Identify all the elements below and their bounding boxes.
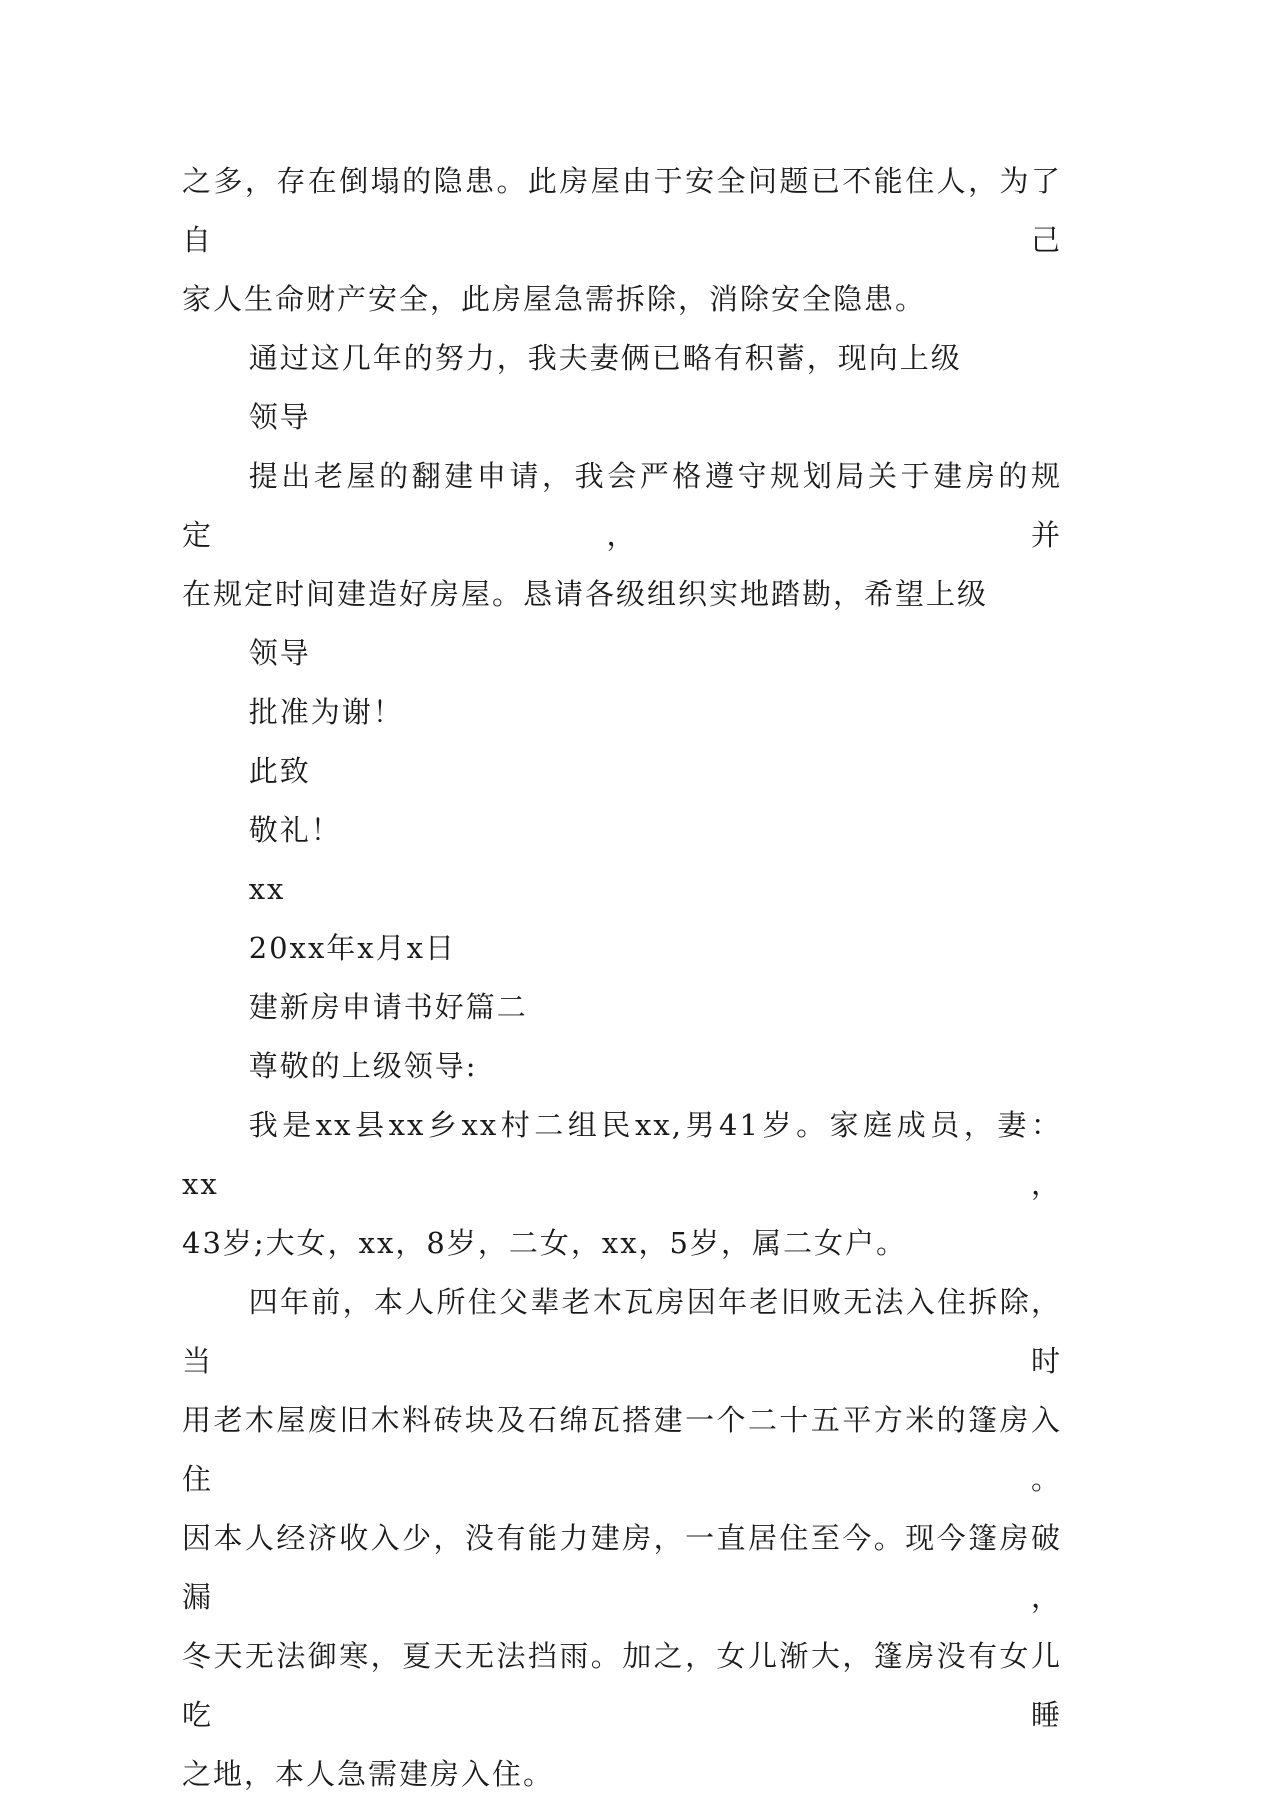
paragraph-line: 提出老屋的翻建申请，我会严格遵守规划局关于建房的规定，并: [182, 459, 1062, 552]
paragraph-line: 因本人经济收入少，没有能力建房，一直居住至今。现今篷房破漏，: [182, 1521, 1062, 1614]
document-body: [182, 152, 1062, 1804]
paragraph-line: 领导: [248, 636, 311, 670]
signature-name: xx: [248, 872, 286, 906]
letter-greeting: 尊敬的上级领导:: [248, 1049, 478, 1083]
paragraph-line: 43岁;大女，xx，8岁，二女，xx，5岁，属二女户。: [182, 1226, 907, 1260]
paragraph-line: 在规定时间建造好房屋。恳请各级组织实地踏勘，希望上级: [182, 577, 989, 611]
paragraph-line: 之地，本人急需建房入住。: [182, 1757, 555, 1791]
paragraph-line: 领导: [248, 400, 311, 434]
paragraph-line: 四年前，本人所住父辈老木瓦房因年老旧败无法入住拆除，当时: [182, 1285, 1062, 1378]
paragraph-line: 家人生命财产安全，此房屋急需拆除，消除安全隐患。: [182, 282, 927, 316]
paragraph-line: 冬天无法御寒，夏天无法挡雨。加之，女儿渐大，篷房没有女儿吃睡: [182, 1639, 1062, 1732]
paragraph-line: 之多，存在倒塌的隐患。此房屋由于安全问题已不能住人，为了自己: [182, 164, 1062, 257]
signature-date: 20xx年x月x日: [248, 931, 457, 965]
closing-salutation: 此致: [248, 754, 311, 788]
paragraph-line: 批准为谢！: [248, 695, 404, 729]
paragraph-line: 用老木屋废旧木料砖块及石绵瓦搭建一个二十五平方米的篷房入住。: [182, 1403, 1062, 1496]
paragraph-line: 通过这几年的努力，我夫妻俩已略有积蓄，现向上级: [248, 341, 962, 375]
closing-regards: 敬礼！: [248, 813, 342, 847]
paragraph-line: 我是xx县xx乡xx村二组民xx,男41岁。家庭成员，妻：xx，: [182, 1108, 1062, 1201]
section-heading: 建新房申请书好篇二: [248, 990, 528, 1024]
